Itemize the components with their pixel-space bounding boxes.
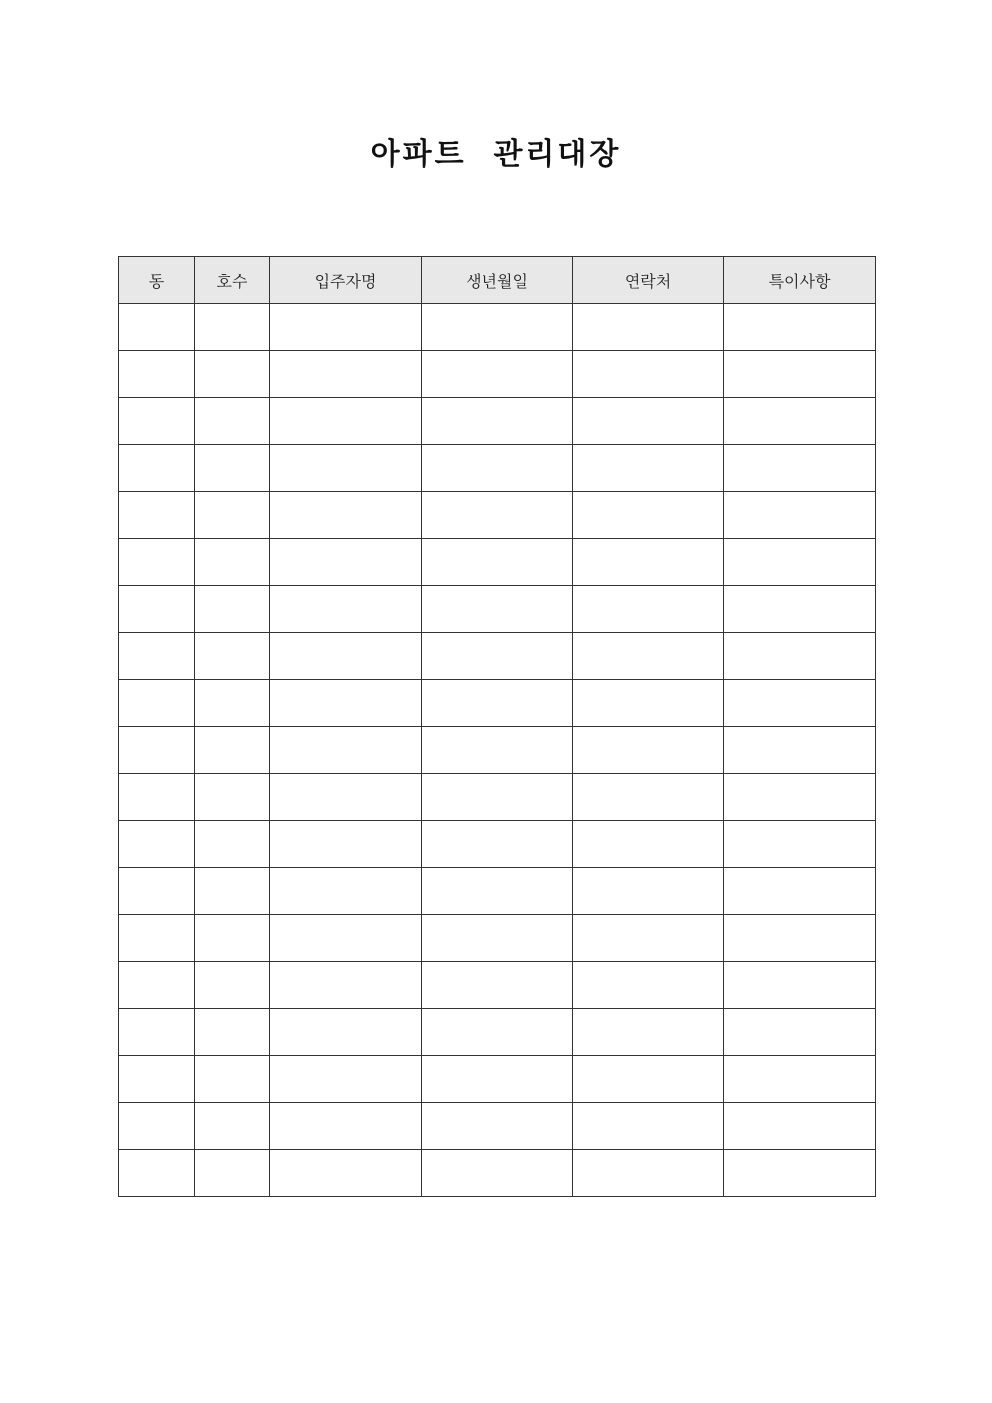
cell-remarks: [724, 633, 876, 680]
cell-resident-name: [270, 633, 422, 680]
table-row: [119, 1103, 876, 1150]
cell-remarks: [724, 1150, 876, 1197]
cell-resident-name: [270, 1056, 422, 1103]
cell-resident-name: [270, 962, 422, 1009]
cell-remarks: [724, 445, 876, 492]
table-row: [119, 868, 876, 915]
table-row: [119, 586, 876, 633]
cell-dong: [119, 539, 195, 586]
cell-birth-date: [422, 351, 573, 398]
cell-unit-number: [195, 445, 270, 492]
cell-birth-date: [422, 633, 573, 680]
column-header-remarks: 특이사항: [724, 257, 876, 304]
cell-dong: [119, 1009, 195, 1056]
cell-contact: [573, 727, 724, 774]
cell-birth-date: [422, 1009, 573, 1056]
cell-resident-name: [270, 586, 422, 633]
cell-resident-name: [270, 1009, 422, 1056]
cell-contact: [573, 1103, 724, 1150]
table-row: [119, 680, 876, 727]
cell-contact: [573, 1150, 724, 1197]
table-row: [119, 1150, 876, 1197]
cell-birth-date: [422, 821, 573, 868]
cell-remarks: [724, 1056, 876, 1103]
cell-remarks: [724, 774, 876, 821]
cell-dong: [119, 492, 195, 539]
cell-resident-name: [270, 398, 422, 445]
apartment-register-table: [118, 256, 876, 1197]
cell-contact: [573, 304, 724, 351]
column-header-resident-name: 입주자명: [270, 257, 422, 304]
cell-birth-date: [422, 586, 573, 633]
table-body: [119, 304, 876, 1197]
cell-resident-name: [270, 821, 422, 868]
cell-unit-number: [195, 539, 270, 586]
cell-contact: [573, 680, 724, 727]
cell-unit-number: [195, 351, 270, 398]
cell-dong: [119, 351, 195, 398]
cell-dong: [119, 774, 195, 821]
table-header-row: [119, 257, 876, 304]
cell-unit-number: [195, 633, 270, 680]
cell-unit-number: [195, 1009, 270, 1056]
cell-birth-date: [422, 774, 573, 821]
page-title: 아파트 관리대장: [370, 137, 622, 172]
cell-birth-date: [422, 727, 573, 774]
cell-remarks: [724, 304, 876, 351]
cell-birth-date: [422, 1103, 573, 1150]
cell-unit-number: [195, 1056, 270, 1103]
cell-unit-number: [195, 821, 270, 868]
cell-contact: [573, 633, 724, 680]
cell-dong: [119, 1103, 195, 1150]
column-header-contact: 연락처: [573, 257, 724, 304]
cell-remarks: [724, 680, 876, 727]
cell-dong: [119, 586, 195, 633]
cell-unit-number: [195, 398, 270, 445]
cell-resident-name: [270, 868, 422, 915]
table-row: [119, 492, 876, 539]
cell-contact: [573, 962, 724, 1009]
cell-contact: [573, 821, 724, 868]
cell-resident-name: [270, 351, 422, 398]
cell-resident-name: [270, 915, 422, 962]
cell-dong: [119, 304, 195, 351]
cell-dong: [119, 868, 195, 915]
cell-dong: [119, 680, 195, 727]
cell-resident-name: [270, 1150, 422, 1197]
table-row: [119, 1009, 876, 1056]
cell-dong: [119, 398, 195, 445]
table-row: [119, 539, 876, 586]
cell-birth-date: [422, 1150, 573, 1197]
cell-remarks: [724, 586, 876, 633]
cell-birth-date: [422, 868, 573, 915]
table-row: [119, 821, 876, 868]
column-header-dong: 동: [119, 257, 195, 304]
cell-resident-name: [270, 680, 422, 727]
cell-birth-date: [422, 398, 573, 445]
table-row: [119, 445, 876, 492]
cell-birth-date: [422, 445, 573, 492]
cell-dong: [119, 727, 195, 774]
cell-remarks: [724, 868, 876, 915]
cell-birth-date: [422, 680, 573, 727]
cell-dong: [119, 821, 195, 868]
cell-resident-name: [270, 492, 422, 539]
cell-resident-name: [270, 539, 422, 586]
table-row: [119, 774, 876, 821]
table-row: [119, 962, 876, 1009]
cell-dong: [119, 633, 195, 680]
cell-unit-number: [195, 680, 270, 727]
cell-resident-name: [270, 727, 422, 774]
cell-contact: [573, 915, 724, 962]
cell-contact: [573, 586, 724, 633]
cell-contact: [573, 868, 724, 915]
cell-birth-date: [422, 1056, 573, 1103]
cell-contact: [573, 445, 724, 492]
table-row: [119, 1056, 876, 1103]
cell-remarks: [724, 539, 876, 586]
cell-resident-name: [270, 1103, 422, 1150]
cell-resident-name: [270, 445, 422, 492]
cell-unit-number: [195, 774, 270, 821]
cell-unit-number: [195, 492, 270, 539]
cell-resident-name: [270, 304, 422, 351]
cell-dong: [119, 1150, 195, 1197]
cell-unit-number: [195, 727, 270, 774]
cell-birth-date: [422, 962, 573, 1009]
table-row: [119, 398, 876, 445]
cell-unit-number: [195, 1150, 270, 1197]
cell-unit-number: [195, 1103, 270, 1150]
cell-remarks: [724, 1009, 876, 1056]
cell-contact: [573, 492, 724, 539]
cell-remarks: [724, 351, 876, 398]
cell-remarks: [724, 821, 876, 868]
table-row: [119, 727, 876, 774]
cell-unit-number: [195, 586, 270, 633]
cell-birth-date: [422, 915, 573, 962]
cell-contact: [573, 398, 724, 445]
cell-dong: [119, 1056, 195, 1103]
column-header-unit-number: 호수: [195, 257, 270, 304]
cell-remarks: [724, 727, 876, 774]
table-row: [119, 915, 876, 962]
cell-remarks: [724, 962, 876, 1009]
cell-contact: [573, 1009, 724, 1056]
cell-unit-number: [195, 868, 270, 915]
cell-birth-date: [422, 304, 573, 351]
cell-unit-number: [195, 304, 270, 351]
cell-dong: [119, 915, 195, 962]
cell-remarks: [724, 492, 876, 539]
cell-unit-number: [195, 915, 270, 962]
cell-contact: [573, 351, 724, 398]
column-header-birth-date: 생년월일: [422, 257, 573, 304]
cell-remarks: [724, 1103, 876, 1150]
table-row: [119, 351, 876, 398]
table-row: [119, 304, 876, 351]
cell-contact: [573, 539, 724, 586]
cell-contact: [573, 1056, 724, 1103]
cell-dong: [119, 962, 195, 1009]
cell-resident-name: [270, 774, 422, 821]
table-row: [119, 633, 876, 680]
cell-birth-date: [422, 539, 573, 586]
cell-birth-date: [422, 492, 573, 539]
cell-contact: [573, 774, 724, 821]
cell-remarks: [724, 915, 876, 962]
cell-remarks: [724, 398, 876, 445]
cell-dong: [119, 445, 195, 492]
cell-unit-number: [195, 962, 270, 1009]
